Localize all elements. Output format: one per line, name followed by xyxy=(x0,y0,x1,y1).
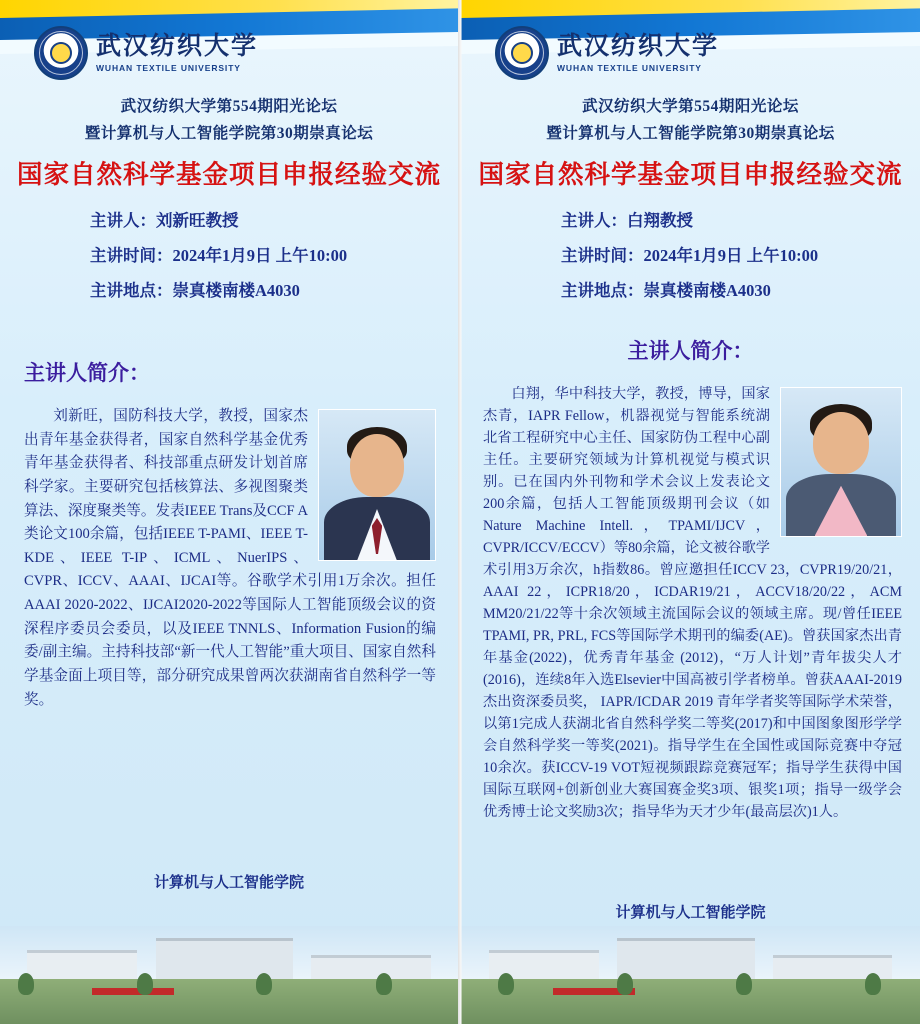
bio-heading: 主讲人简介： xyxy=(627,339,754,363)
university-crest-icon xyxy=(495,26,549,80)
university-crest-icon xyxy=(34,26,88,80)
event-meta xyxy=(461,207,920,301)
bio-heading: 主讲人简介： xyxy=(24,361,150,385)
poster-main-title: 国家自然科学基金项目申报经验交流 xyxy=(16,160,441,189)
meta-row-time xyxy=(90,242,458,266)
forum-title-lines xyxy=(0,94,458,143)
university-name-cn: 武汉纺织大学 xyxy=(557,32,720,60)
meta-value-time: 2024年1月9日 上午10:00 xyxy=(643,246,819,265)
meta-key-time: 主讲时间： xyxy=(561,246,644,265)
poster-left xyxy=(0,0,458,1024)
speaker-portrait xyxy=(318,409,436,561)
forum-line-2: 暨计算机与人工智能学院第30期崇真论坛 xyxy=(84,125,374,142)
forum-title-lines xyxy=(461,94,920,143)
event-meta xyxy=(0,207,458,301)
university-name-cn: 武汉纺织大学 xyxy=(96,32,259,60)
bio-text: 刘新旺，国防科技大学，教授，国家杰出青年基金获得者，国家自然科学基金优秀青年基金获得者、科技部重点研发计划首席科学家。主要研究包括核算法、多视图聚类算法、深度聚类等。发表IEEE Trans及CCF A类论文100余篇，包括IEEE T-PAMI、IEEE T-KDE、IEEE T-IP、ICML、NuerIPS、CVPR、ICCV、AAAI、IJCAI等。谷歌学术引用1万余次。担任AAAI 2020-2022、IJCAI2020-2022等国际人工智能顶级会议的资深程序委员会委员，以及IEEE TNNLS、Information Fusion的编委/副主编。主持科技部“新一代人工智能”重大项目、国家自然科学基金面上项目等，部分研究成果曾两次获湖南省自然科学一等奖。 xyxy=(24,408,436,708)
meta-row-location xyxy=(561,277,920,301)
university-name-block xyxy=(96,34,258,73)
meta-row-time xyxy=(561,242,920,266)
forum-line-1: 武汉纺织大学第554期阳光论坛 xyxy=(120,98,338,115)
meta-key-location: 主讲地点： xyxy=(561,281,644,300)
forum-line-2: 暨计算机与人工智能学院第30期崇真论坛 xyxy=(546,125,835,142)
department-name: 计算机与人工智能学院 xyxy=(153,875,304,891)
meta-value-location: 崇真楼南楼A4030 xyxy=(172,281,300,300)
university-header xyxy=(461,0,920,80)
meta-key-time: 主讲时间： xyxy=(90,246,173,265)
university-name-en: WUHAN TEXTILE UNIVERSITY xyxy=(96,62,241,73)
meta-row-location xyxy=(90,277,458,301)
poster-main-title: 国家自然科学基金项目申报经验交流 xyxy=(478,160,903,189)
meta-key-speaker: 主讲人： xyxy=(90,211,156,230)
campus-photo xyxy=(461,926,920,1024)
poster-divider xyxy=(458,0,462,1024)
meta-row-speaker xyxy=(90,207,458,231)
university-name-block xyxy=(557,34,719,73)
meta-key-speaker: 主讲人： xyxy=(561,211,627,230)
department-name: 计算机与人工智能学院 xyxy=(615,905,766,921)
speaker-portrait xyxy=(780,387,902,537)
meta-row-speaker xyxy=(561,207,920,231)
meta-value-time: 2024年1月9日 上午10:00 xyxy=(172,246,348,265)
bio-section xyxy=(461,383,920,823)
bio-text: 白翔，华中科技大学，教授，博导，国家杰青，IAPR Fellow，机器视觉与智能系统湖北省工程研究中心主任、国家防伪工程中心副主任。主要研究领域为计算机视觉与模式识别。已在国内外刊物和学术会议上发表论文200余篇，包括人工智能顶级期刊会议（如Nature Machine Intell.，TPAMI/IJCV，CVPR/ICCV/ECCV）等80余篇，论文被谷歌学术引用3万余次，h指数86。曾应邀担任ICCV 23，CVPR19/20/21，AAAI 22，ICPR18/20，ICDAR19/21，ACCV18/20/22，ACM MM20/21/22等十余次领域主流国际会议的领域主席。现/曾任IEEE TPAMI, PR, PRL, FCS等国际学术期刊的编委(AE)。曾获国家杰出青年基金(2022)，优秀青年基金 (2012)，“万人计划”青年拔尖人才 (2016)，连续8年入选Elsevier中国高被引学者榜单。曾获AAAI-2019杰出资深委员奖， IAPR/ICDAR 2019 青年学者奖等国际学术荣誉，以第1完成人获湖北省自然科学奖二等奖(2017)和中国图象图形学学会自然科学奖一等奖(2021)。指导学生在全国性或国际竞赛中夺冠10余次。获ICCV-19 VOT短视频跟踪竞赛冠军；指导学生获得中国国际互联网+创新创业大赛国赛金奖3项、银奖1项；指导一级学会优秀博士论文奖励3次；指导华为天才少年(最高层次)1人。 xyxy=(483,386,902,820)
forum-line-1: 武汉纺织大学第554期阳光论坛 xyxy=(582,98,799,115)
meta-key-location: 主讲地点： xyxy=(90,281,173,300)
meta-value-location: 崇真楼南楼A4030 xyxy=(643,281,771,300)
university-header xyxy=(0,0,458,80)
meta-value-speaker: 刘新旺教授 xyxy=(156,211,239,230)
campus-photo xyxy=(0,926,458,1024)
meta-value-speaker: 白翔教授 xyxy=(627,211,693,230)
poster-right xyxy=(458,0,920,1024)
bio-section xyxy=(0,405,458,712)
university-name-en: WUHAN TEXTILE UNIVERSITY xyxy=(557,62,702,73)
